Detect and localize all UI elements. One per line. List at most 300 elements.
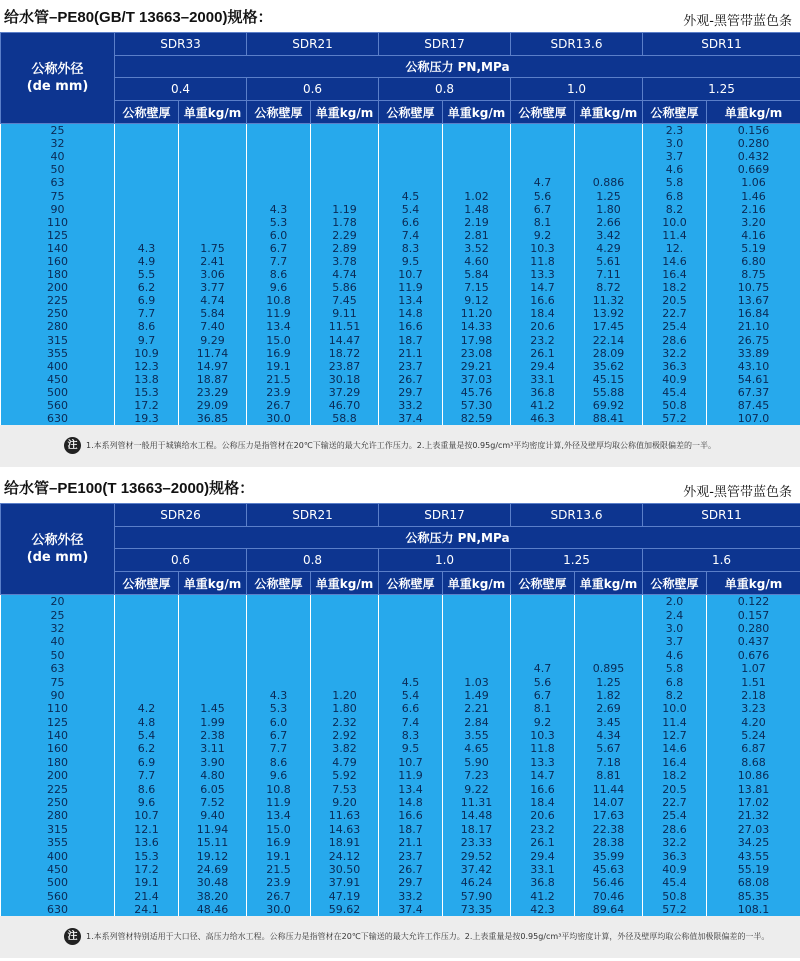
- wall-thickness-cell: 57.2: [643, 412, 707, 425]
- wall-thickness-cell: [115, 595, 179, 609]
- wall-thickness-cell: 26.7: [379, 373, 443, 386]
- unit-weight-cell: 5.19: [707, 242, 800, 255]
- outer-diameter-cell: 630: [1, 903, 115, 916]
- outer-diameter-cell: 90: [1, 689, 115, 702]
- unit-weight-cell: 1.78: [311, 216, 379, 229]
- unit-weight-cell: 13.67: [707, 294, 800, 307]
- unit-weight-cell: [311, 176, 379, 189]
- unit-weight-cell: 17.45: [575, 320, 643, 333]
- unit-weight-cell: 46.70: [311, 399, 379, 412]
- wall-thickness-cell: 5.8: [643, 662, 707, 675]
- unit-weight-cell: 45.76: [443, 386, 511, 399]
- wall-thickness-cell: 9.5: [379, 255, 443, 268]
- wall-thickness-cell: [379, 176, 443, 189]
- unit-weight-cell: 30.48: [179, 876, 247, 889]
- sdr-header: SDR11: [643, 504, 800, 527]
- unit-weight-cell: [179, 622, 247, 635]
- outer-diameter-cell: 355: [1, 347, 115, 360]
- table-row: [1, 796, 800, 809]
- wall-thickness-cell: 46.3: [511, 412, 575, 425]
- unit-weight-cell: 22.14: [575, 334, 643, 347]
- unit-weight-cell: 21.10: [707, 320, 800, 333]
- wall-thickness-cell: 16.6: [511, 294, 575, 307]
- unit-weight-cell: [311, 163, 379, 176]
- wall-thickness-cell: 6.8: [643, 189, 707, 202]
- unit-weight-cell: [311, 189, 379, 202]
- unit-weight-cell: 9.29: [179, 334, 247, 347]
- outer-diameter-cell: 32: [1, 622, 115, 635]
- section-title: 给水管–PE100(T 13663–2000)规格：: [4, 480, 255, 497]
- wall-thickness-cell: 20.6: [511, 809, 575, 822]
- section-title: 给水管–PE80(GB/T 13663–2000)规格：: [4, 9, 273, 26]
- wall-thickness-cell: 14.8: [379, 796, 443, 809]
- unit-weight-cell: 11.51: [311, 320, 379, 333]
- outer-diameter-cell: 450: [1, 373, 115, 386]
- outer-diameter-cell: 63: [1, 662, 115, 675]
- unit-weight-cell: [443, 622, 511, 635]
- unit-weight-cell: 24.12: [311, 849, 379, 862]
- unit-weight-cell: 18.17: [443, 823, 511, 836]
- wall-thickness-cell: [511, 649, 575, 662]
- wall-thickness-cell: 8.6: [247, 756, 311, 769]
- wall-thickness-cell: [115, 189, 179, 202]
- wall-thickness-cell: 30.0: [247, 412, 311, 425]
- wall-thickness-header: 公称壁厚: [247, 101, 311, 124]
- unit-weight-cell: 24.69: [179, 863, 247, 876]
- unit-weight-cell: 37.91: [311, 876, 379, 889]
- unit-weight-cell: 9.11: [311, 307, 379, 320]
- unit-weight-cell: 2.21: [443, 702, 511, 715]
- pn-value: 1.25: [643, 78, 800, 101]
- table-row: [1, 675, 800, 688]
- table-row: [1, 689, 800, 702]
- unit-weight-cell: 2.89: [311, 242, 379, 255]
- wall-thickness-cell: [115, 137, 179, 150]
- wall-thickness-cell: 28.6: [643, 823, 707, 836]
- wall-thickness-cell: 13.4: [247, 320, 311, 333]
- wall-thickness-cell: [247, 675, 311, 688]
- wall-thickness-cell: 4.8: [115, 716, 179, 729]
- wall-thickness-cell: 6.9: [115, 756, 179, 769]
- wall-thickness-cell: [247, 635, 311, 648]
- pe80-table-body: [1, 124, 800, 426]
- unit-weight-cell: 55.88: [575, 386, 643, 399]
- wall-thickness-cell: 33.1: [511, 373, 575, 386]
- unit-weight-cell: 8.72: [575, 281, 643, 294]
- unit-weight-header: 单重kg/m: [575, 572, 643, 595]
- wall-thickness-cell: 8.1: [511, 216, 575, 229]
- outer-diameter-cell: 355: [1, 836, 115, 849]
- wall-thickness-cell: 9.5: [379, 742, 443, 755]
- table-row: [1, 823, 800, 836]
- unit-weight-cell: 3.45: [575, 716, 643, 729]
- unit-weight-cell: [443, 150, 511, 163]
- unit-weight-cell: 30.50: [311, 863, 379, 876]
- unit-weight-cell: 11.63: [311, 809, 379, 822]
- table-row: [1, 255, 800, 268]
- unit-weight-cell: 27.03: [707, 823, 800, 836]
- unit-weight-cell: 7.18: [575, 756, 643, 769]
- wall-thickness-cell: [247, 124, 311, 138]
- unit-weight-cell: [443, 635, 511, 648]
- wall-thickness-cell: 4.7: [511, 662, 575, 675]
- wall-thickness-cell: 3.7: [643, 150, 707, 163]
- wall-thickness-cell: 8.2: [643, 203, 707, 216]
- table-row: [1, 809, 800, 822]
- table-row: [1, 608, 800, 621]
- unit-weight-cell: 6.80: [707, 255, 800, 268]
- wall-thickness-cell: 21.5: [247, 373, 311, 386]
- unit-weight-cell: [443, 608, 511, 621]
- unit-weight-cell: 5.86: [311, 281, 379, 294]
- unit-weight-cell: [575, 150, 643, 163]
- unit-weight-cell: [311, 649, 379, 662]
- unit-weight-cell: 2.19: [443, 216, 511, 229]
- wall-thickness-cell: 10.8: [247, 294, 311, 307]
- wall-thickness-cell: [379, 662, 443, 675]
- unit-weight-cell: [179, 595, 247, 609]
- wall-thickness-cell: 8.6: [247, 268, 311, 281]
- unit-weight-cell: 4.16: [707, 229, 800, 242]
- outer-diameter-cell: 280: [1, 320, 115, 333]
- wall-thickness-cell: 30.0: [247, 903, 311, 916]
- wall-thickness-cell: 14.8: [379, 307, 443, 320]
- sdr-header: SDR21: [247, 33, 379, 56]
- unit-weight-cell: [575, 137, 643, 150]
- table-row: [1, 876, 800, 889]
- wall-thickness-cell: [247, 163, 311, 176]
- unit-weight-cell: 3.55: [443, 729, 511, 742]
- unit-weight-cell: 2.84: [443, 716, 511, 729]
- unit-weight-cell: 1.48: [443, 203, 511, 216]
- wall-thickness-cell: 2.0: [643, 595, 707, 609]
- wall-thickness-cell: 13.4: [379, 782, 443, 795]
- wall-thickness-cell: 11.4: [643, 716, 707, 729]
- table-row: [1, 769, 800, 782]
- unit-weight-cell: 6.87: [707, 742, 800, 755]
- wall-thickness-cell: 12.3: [115, 360, 179, 373]
- outer-diameter-cell: 110: [1, 216, 115, 229]
- unit-weight-cell: 2.69: [575, 702, 643, 715]
- outer-diameter-cell: 20: [1, 595, 115, 609]
- sdr-header: SDR26: [115, 504, 247, 527]
- wall-thickness-cell: 19.1: [247, 849, 311, 862]
- outer-diameter-cell: 25: [1, 124, 115, 138]
- unit-weight-cell: 5.84: [443, 268, 511, 281]
- unit-weight-cell: [179, 137, 247, 150]
- pe100-title-bar: [0, 471, 800, 503]
- unit-weight-cell: 1.45: [179, 702, 247, 715]
- table-row: [1, 702, 800, 715]
- unit-weight-cell: 29.09: [179, 399, 247, 412]
- unit-weight-cell: [443, 163, 511, 176]
- table-row: [1, 320, 800, 333]
- wall-thickness-cell: 11.8: [511, 255, 575, 268]
- unit-weight-cell: 7.53: [311, 782, 379, 795]
- wall-thickness-cell: [115, 163, 179, 176]
- unit-weight-cell: 30.18: [311, 373, 379, 386]
- sdr-header: SDR13.6: [511, 33, 643, 56]
- unit-weight-cell: 47.19: [311, 890, 379, 903]
- unit-weight-cell: 1.03: [443, 675, 511, 688]
- unit-weight-cell: 0.157: [707, 608, 800, 621]
- unit-weight-header: 单重kg/m: [443, 572, 511, 595]
- unit-weight-cell: [179, 608, 247, 621]
- unit-weight-cell: [311, 635, 379, 648]
- wall-thickness-cell: [115, 649, 179, 662]
- unit-weight-cell: 56.46: [575, 876, 643, 889]
- unit-weight-cell: 6.05: [179, 782, 247, 795]
- table-row: [1, 216, 800, 229]
- wall-thickness-cell: 6.8: [643, 675, 707, 688]
- outer-diameter-cell: 315: [1, 334, 115, 347]
- wall-thickness-cell: [511, 163, 575, 176]
- wall-thickness-cell: [247, 595, 311, 609]
- unit-weight-cell: 2.66: [575, 216, 643, 229]
- wall-thickness-cell: [511, 635, 575, 648]
- wall-thickness-cell: 5.6: [511, 189, 575, 202]
- wall-thickness-cell: 41.2: [511, 890, 575, 903]
- unit-weight-cell: 0.895: [575, 662, 643, 675]
- pe80-note: [0, 425, 800, 467]
- wall-thickness-cell: 6.7: [247, 242, 311, 255]
- unit-weight-cell: 3.11: [179, 742, 247, 755]
- wall-thickness-cell: 3.0: [643, 137, 707, 150]
- wall-thickness-header: 公称壁厚: [511, 572, 575, 595]
- wall-thickness-cell: 16.6: [511, 782, 575, 795]
- outer-diameter-cell: 280: [1, 809, 115, 822]
- note-text: 1.本系列管材特别适用于大口径、高压力给水工程。公称压力是指管材在20℃下输送的最大允许工作压力。2.上表重量是按0.95g/cm³平均密度计算，外径及壁厚均取公称值加极限偏差的一半。: [86, 932, 770, 942]
- unit-weight-cell: [311, 595, 379, 609]
- wall-thickness-cell: 14.6: [643, 255, 707, 268]
- wall-thickness-cell: [115, 150, 179, 163]
- unit-weight-cell: 4.80: [179, 769, 247, 782]
- wall-thickness-cell: 6.9: [115, 294, 179, 307]
- unit-weight-cell: 3.78: [311, 255, 379, 268]
- wall-thickness-cell: 6.0: [247, 229, 311, 242]
- wall-thickness-cell: 8.2: [643, 689, 707, 702]
- unit-weight-cell: 70.46: [575, 890, 643, 903]
- wall-thickness-cell: 9.2: [511, 229, 575, 242]
- wall-thickness-cell: [247, 150, 311, 163]
- unit-weight-cell: 33.89: [707, 347, 800, 360]
- unit-weight-cell: 11.32: [575, 294, 643, 307]
- pn-value: 1.25: [511, 549, 643, 572]
- wall-thickness-cell: 6.7: [247, 729, 311, 742]
- unit-weight-cell: 28.38: [575, 836, 643, 849]
- unit-weight-cell: 21.32: [707, 809, 800, 822]
- wall-thickness-cell: 13.4: [379, 294, 443, 307]
- wall-thickness-header: 公称壁厚: [115, 572, 179, 595]
- unit-weight-cell: 8.68: [707, 756, 800, 769]
- unit-weight-cell: 69.92: [575, 399, 643, 412]
- unit-weight-cell: [443, 137, 511, 150]
- unit-weight-cell: 88.41: [575, 412, 643, 425]
- pe100-table-body: [1, 595, 800, 917]
- unit-weight-cell: [179, 176, 247, 189]
- section-subtitle: 外观-黑管带蓝色条: [683, 14, 792, 29]
- pressure-header: 公称压力 PN,MPa: [115, 56, 800, 78]
- wall-thickness-cell: 26.7: [247, 890, 311, 903]
- wall-thickness-cell: 5.4: [115, 729, 179, 742]
- unit-weight-cell: 11.31: [443, 796, 511, 809]
- unit-weight-cell: 23.08: [443, 347, 511, 360]
- wall-thickness-cell: [379, 150, 443, 163]
- wall-thickness-cell: 20.6: [511, 320, 575, 333]
- wall-thickness-cell: 33.2: [379, 399, 443, 412]
- wall-thickness-cell: [379, 137, 443, 150]
- wall-thickness-cell: 6.2: [115, 281, 179, 294]
- table-row: [1, 782, 800, 795]
- unit-weight-cell: 5.90: [443, 756, 511, 769]
- wall-thickness-cell: 2.3: [643, 124, 707, 138]
- unit-weight-cell: 1.02: [443, 189, 511, 202]
- unit-weight-cell: 55.19: [707, 863, 800, 876]
- od-header: 公称外径 (de mm): [1, 33, 115, 124]
- unit-weight-cell: 22.38: [575, 823, 643, 836]
- unit-weight-cell: 2.32: [311, 716, 379, 729]
- wall-thickness-cell: 32.2: [643, 347, 707, 360]
- wall-thickness-cell: 11.9: [247, 796, 311, 809]
- wall-thickness-cell: [115, 689, 179, 702]
- pn-value: 0.8: [379, 78, 511, 101]
- sdr-header: SDR21: [247, 504, 379, 527]
- pe100-spec-table: [0, 503, 800, 916]
- outer-diameter-cell: 200: [1, 281, 115, 294]
- wall-thickness-cell: 23.9: [247, 876, 311, 889]
- wall-thickness-cell: 9.6: [247, 769, 311, 782]
- pe100-note: [0, 916, 800, 958]
- unit-weight-cell: [179, 635, 247, 648]
- unit-weight-cell: [575, 622, 643, 635]
- wall-thickness-cell: 8.6: [115, 782, 179, 795]
- wall-thickness-cell: 10.3: [511, 729, 575, 742]
- wall-thickness-cell: 26.1: [511, 347, 575, 360]
- unit-weight-cell: [311, 137, 379, 150]
- unit-weight-cell: 1.19: [311, 203, 379, 216]
- unit-weight-cell: [311, 124, 379, 138]
- unit-weight-cell: 14.33: [443, 320, 511, 333]
- wall-thickness-cell: 6.7: [511, 203, 575, 216]
- wall-thickness-cell: 25.4: [643, 809, 707, 822]
- wall-thickness-cell: 11.9: [379, 281, 443, 294]
- unit-weight-cell: 8.81: [575, 769, 643, 782]
- table-row: [1, 662, 800, 675]
- wall-thickness-cell: 6.7: [511, 689, 575, 702]
- unit-weight-cell: 29.21: [443, 360, 511, 373]
- outer-diameter-cell: 40: [1, 635, 115, 648]
- sdr-header: SDR11: [643, 33, 800, 56]
- wall-thickness-cell: 7.7: [247, 255, 311, 268]
- unit-weight-cell: 15.11: [179, 836, 247, 849]
- wall-thickness-cell: 5.5: [115, 268, 179, 281]
- wall-thickness-cell: 13.6: [115, 836, 179, 849]
- outer-diameter-cell: 200: [1, 769, 115, 782]
- unit-weight-cell: 19.12: [179, 849, 247, 862]
- unit-weight-cell: 5.84: [179, 307, 247, 320]
- wall-thickness-cell: 15.0: [247, 823, 311, 836]
- wall-thickness-cell: 11.8: [511, 742, 575, 755]
- table-row: [1, 649, 800, 662]
- wall-thickness-cell: 10.7: [115, 809, 179, 822]
- wall-thickness-cell: 16.4: [643, 268, 707, 281]
- wall-thickness-cell: [511, 622, 575, 635]
- unit-weight-cell: 7.52: [179, 796, 247, 809]
- unit-weight-cell: 14.48: [443, 809, 511, 822]
- wall-thickness-header: 公称壁厚: [115, 101, 179, 124]
- unit-weight-cell: 37.42: [443, 863, 511, 876]
- wall-thickness-cell: 21.1: [379, 347, 443, 360]
- unit-weight-cell: 1.80: [575, 203, 643, 216]
- unit-weight-cell: 3.52: [443, 242, 511, 255]
- unit-weight-cell: 14.47: [311, 334, 379, 347]
- unit-weight-cell: 1.49: [443, 689, 511, 702]
- unit-weight-cell: 37.03: [443, 373, 511, 386]
- unit-weight-cell: 1.25: [575, 189, 643, 202]
- wall-thickness-cell: 36.3: [643, 360, 707, 373]
- unit-weight-cell: 85.35: [707, 890, 800, 903]
- wall-thickness-cell: 5.4: [379, 203, 443, 216]
- unit-weight-cell: 9.22: [443, 782, 511, 795]
- unit-weight-cell: [443, 662, 511, 675]
- unit-weight-cell: 1.20: [311, 689, 379, 702]
- wall-thickness-cell: 28.6: [643, 334, 707, 347]
- unit-weight-cell: 108.1: [707, 903, 800, 916]
- unit-weight-cell: 1.07: [707, 662, 800, 675]
- wall-thickness-cell: 23.2: [511, 823, 575, 836]
- unit-weight-cell: 68.08: [707, 876, 800, 889]
- wall-thickness-cell: 10.8: [247, 782, 311, 795]
- wall-thickness-cell: 16.4: [643, 756, 707, 769]
- unit-weight-cell: 4.74: [179, 294, 247, 307]
- unit-weight-cell: [575, 163, 643, 176]
- wall-thickness-cell: 45.4: [643, 876, 707, 889]
- wall-thickness-cell: [247, 608, 311, 621]
- table-row: [1, 756, 800, 769]
- unit-weight-cell: 10.86: [707, 769, 800, 782]
- wall-thickness-cell: 26.1: [511, 836, 575, 849]
- wall-thickness-cell: [511, 124, 575, 138]
- unit-weight-cell: 57.30: [443, 399, 511, 412]
- wall-thickness-cell: 4.7: [511, 176, 575, 189]
- wall-thickness-cell: 57.2: [643, 903, 707, 916]
- unit-weight-cell: 67.37: [707, 386, 800, 399]
- unit-weight-cell: [179, 662, 247, 675]
- wall-thickness-cell: 16.6: [379, 809, 443, 822]
- unit-weight-cell: 0.432: [707, 150, 800, 163]
- unit-weight-header: 单重kg/m: [311, 101, 379, 124]
- wall-thickness-cell: 6.6: [379, 702, 443, 715]
- unit-weight-cell: 46.24: [443, 876, 511, 889]
- unit-weight-cell: 37.29: [311, 386, 379, 399]
- wall-thickness-cell: [115, 622, 179, 635]
- unit-weight-cell: 48.46: [179, 903, 247, 916]
- unit-weight-cell: 10.75: [707, 281, 800, 294]
- unit-weight-cell: 9.40: [179, 809, 247, 822]
- unit-weight-cell: [575, 608, 643, 621]
- wall-thickness-cell: 15.0: [247, 334, 311, 347]
- table-row: [1, 334, 800, 347]
- wall-thickness-cell: 16.6: [379, 320, 443, 333]
- unit-weight-cell: [179, 229, 247, 242]
- wall-thickness-cell: 45.4: [643, 386, 707, 399]
- wall-thickness-cell: 2.4: [643, 608, 707, 621]
- outer-diameter-cell: 125: [1, 229, 115, 242]
- outer-diameter-cell: 400: [1, 849, 115, 862]
- unit-weight-cell: 4.29: [575, 242, 643, 255]
- unit-weight-cell: [575, 635, 643, 648]
- wall-thickness-cell: 33.2: [379, 890, 443, 903]
